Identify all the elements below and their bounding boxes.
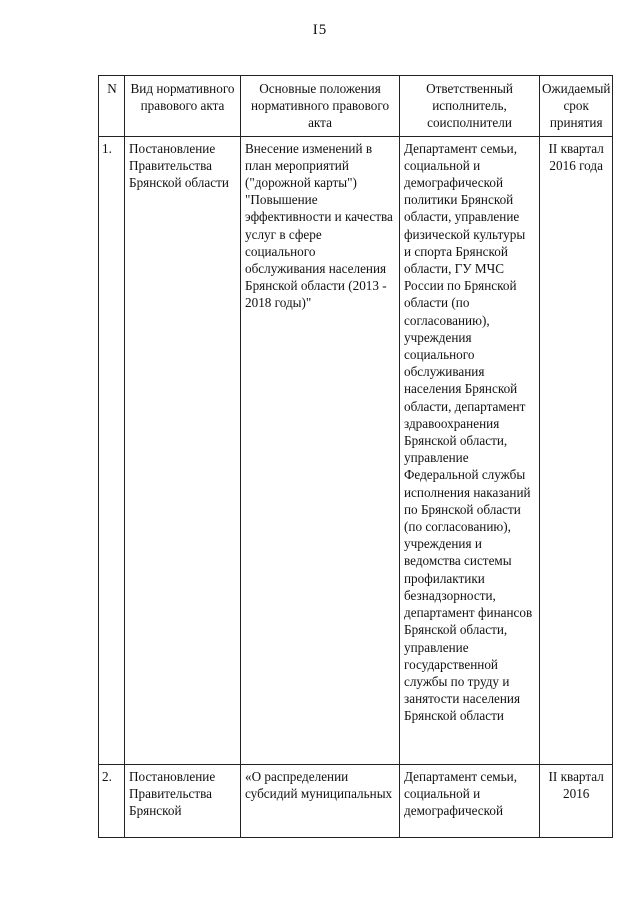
row-number: 2. bbox=[99, 764, 125, 837]
act-type: Постановление Правительства Брянской области bbox=[125, 136, 241, 764]
row-number: 1. bbox=[99, 136, 125, 764]
header-n: N bbox=[99, 76, 125, 137]
responsible-executors: Департамент семьи, социальной и демографической bbox=[400, 764, 540, 837]
table-row bbox=[99, 764, 613, 837]
act-type: Постановление Правительства Брянской bbox=[125, 764, 241, 837]
header-provisions: Основные положения нормативного правового акта bbox=[241, 76, 400, 137]
act-provisions: «О распределении субсидий муниципальных bbox=[241, 764, 400, 837]
adoption-term: II квартал 2016 года bbox=[540, 136, 613, 764]
header-act-type: Вид нормативного правового акта bbox=[125, 76, 241, 137]
header-term: Ожидаемый срок принятия bbox=[540, 76, 613, 137]
adoption-term: II квартал 2016 bbox=[540, 764, 613, 837]
responsible-executors: Департамент семьи, социальной и демографической политики Брянской области, управление физической культуры и спорта Брянской области, ГУ МЧС России по Брянской области (по согласованию), учреждения социального обслуживания населения Брянской области, департамент здравоохранения Брянской области, управление Федеральной службы исполнения наказаний по Брянской области (по согласованию), учреждения и ведомства системы профилактики безнадзорности, департамент финансов Брянской области, управление государственной службы по труду и занятости населения Брянской области bbox=[400, 136, 540, 764]
act-provisions: Внесение изменений в план мероприятий ("дорожной карты") "Повышение эффективности и качества услуг в сфере социального обслуживания населения Брянской области (2013 - 2018 годы)" bbox=[241, 136, 400, 764]
page-number: I5 bbox=[312, 22, 328, 38]
header-responsible: Ответственный исполнитель, соисполнители bbox=[400, 76, 540, 137]
legislation-plan-table bbox=[98, 75, 613, 838]
table-header-row bbox=[99, 76, 613, 137]
table-row bbox=[99, 136, 613, 764]
